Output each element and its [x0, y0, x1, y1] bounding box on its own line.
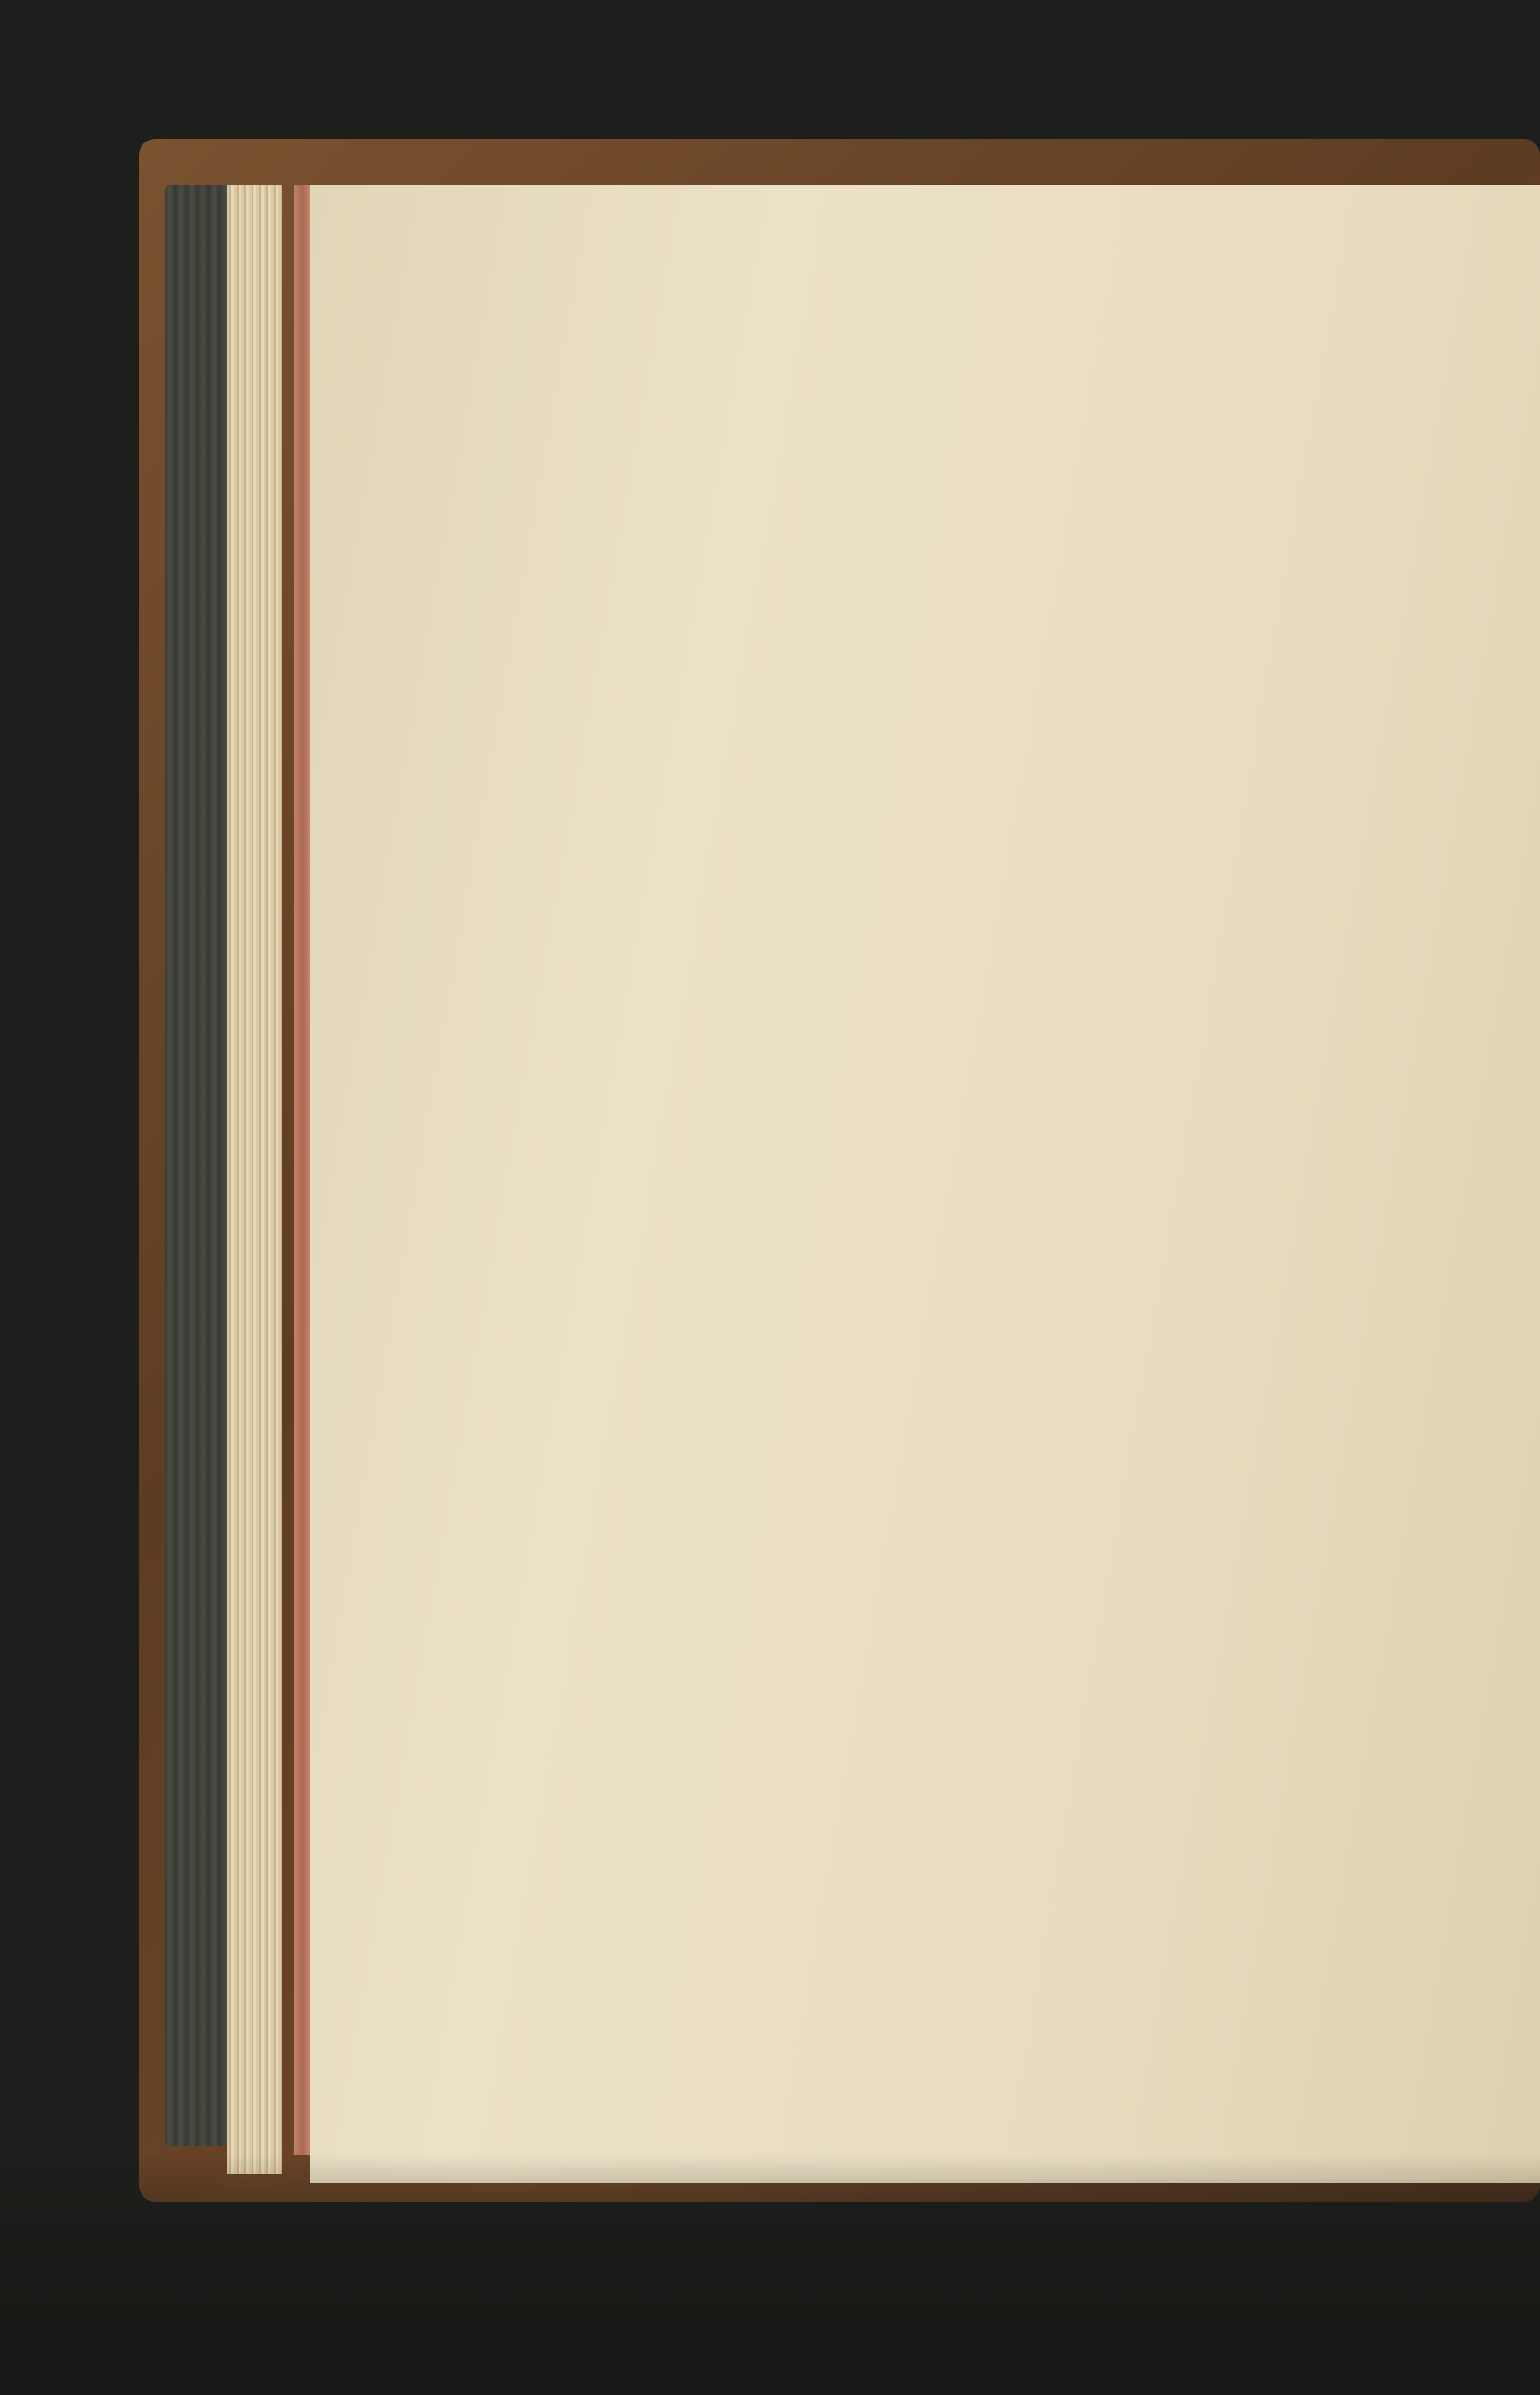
bottom-shadow [0, 2154, 1540, 2395]
toc-lines [365, 328, 1466, 369]
page-edges [227, 185, 282, 2174]
book-page [310, 185, 1540, 2183]
red-page-edge [294, 185, 311, 2155]
